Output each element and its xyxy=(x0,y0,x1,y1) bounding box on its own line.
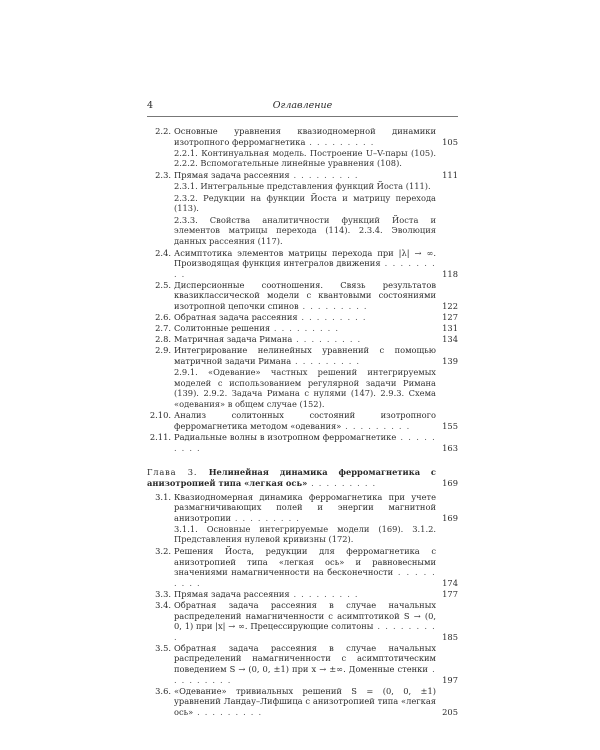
section-title-text: Прямая задача рассеяния xyxy=(174,588,290,599)
section-number: 2.2. xyxy=(155,126,171,136)
page-ref: 105 xyxy=(442,136,458,147)
page-ref: 169 xyxy=(442,512,458,523)
page-header xyxy=(147,100,458,114)
toc-entry xyxy=(147,686,458,718)
section-title-text: Основные уравнения квазиодномерной динамики изотропного ферромагнетика xyxy=(174,126,436,147)
section-number: 2.8. xyxy=(155,334,171,345)
subsection-list: 2.3.3. Свойства аналитичности функций Йоста и элементов матрицы перехода (114). 2.3.4. Эволюция данных рассеяния (117). xyxy=(174,214,436,246)
subsection-list: 2.3.1. Интегральные представления функций Йоста (111). xyxy=(174,180,431,191)
section-title-text: Матричная задача Римана xyxy=(174,334,293,345)
leader-dots: . . . . . . . . . xyxy=(193,706,263,717)
toc-entry xyxy=(147,170,458,181)
toc-entry xyxy=(147,334,458,345)
section-number: 2.5. xyxy=(155,279,171,290)
page-ref: 185 xyxy=(442,631,458,642)
page-ref: 163 xyxy=(442,442,458,453)
chapter-heading xyxy=(147,467,458,488)
section-title-text: Анализ солитонных состояний изотропного ферромагнетика методом «одевания» xyxy=(174,410,436,432)
section-title-text: Асимптотика элементов матрицы перехода при |λ| → ∞. Производящая функция интегралов движения xyxy=(174,247,436,269)
section-title-text: Обратная задача рассеяния в случае начальных распределений намагниченности с асимптотикой S → (0, 0, 1) при |x| → ∞. Прецессирующие солитоны xyxy=(174,599,436,632)
section-title-text: Солитонные решения xyxy=(174,323,271,334)
leader-dots: . . . . . . . . . xyxy=(292,334,362,345)
toc-entry xyxy=(147,546,458,588)
section-title xyxy=(174,600,436,642)
section-number: 2.10. xyxy=(149,410,171,421)
leader-dots: . . . . . . . . . xyxy=(307,477,377,488)
subsection-list: 2.2.1. Континуальная модель. Построение U–V-пары (105). 2.2.2. Вспомогательные линейные уравнения (108). xyxy=(174,147,436,169)
subsection-list: 3.1.1. Основные интегрируемые модели (169). 3.1.2. Представления нулевой кривизны (172). xyxy=(174,523,436,545)
section-title xyxy=(174,126,436,147)
section-number: 3.2. xyxy=(155,545,171,556)
section-title-text: Дисперсионные соотношения. Связь результатов квазиклассической модели с квантовыми состояниями изотропной цепочки спинов xyxy=(174,279,436,311)
page-ref: 111 xyxy=(442,169,458,180)
leader-dots: . . . . . . . . . xyxy=(341,421,411,432)
page-number: 4 xyxy=(147,100,154,111)
subsection-list: 2.9.1. «Одевание» частных решений интегрируемых моделей с использованием регулярной задачи Римана (139). 2.9.2. Задача Римана с нулями (147). 2.9.3. Схема «одевания» в общем случае (152). xyxy=(174,367,436,409)
toc-entry xyxy=(147,643,458,685)
page-ref: 139 xyxy=(442,355,458,366)
section-number: 2.6. xyxy=(155,312,171,323)
toc-entry xyxy=(147,323,458,334)
page-ref: 205 xyxy=(442,706,458,717)
section-title xyxy=(174,345,436,366)
leader-dots: . . . . . . . . . xyxy=(174,258,436,279)
section-title xyxy=(174,280,436,312)
toc-entry xyxy=(147,492,458,524)
chapter-title: Нелинейная динамика ферромагнетика с анизотропией типа «легкая ось» xyxy=(147,467,436,488)
toc-entry xyxy=(147,280,458,312)
section-title-text: Решения Йоста, редукции для ферромагнетика с анизотропией типа «легкая ось» и равновесными значениями намагниченности на бесконечности xyxy=(174,545,436,578)
section-title xyxy=(174,546,436,588)
section-number: 2.11. xyxy=(149,432,171,443)
section-title xyxy=(174,432,436,453)
leader-dots: . . . . . . . . . xyxy=(231,512,301,523)
toc-entry xyxy=(147,432,458,453)
section-title xyxy=(174,170,436,181)
section-title-text: Обратная задача рассеяния xyxy=(174,312,298,323)
leader-dots: . . . . . . . . . xyxy=(289,169,359,180)
toc-entry xyxy=(147,410,458,431)
section-number: 2.7. xyxy=(155,323,171,334)
section-title xyxy=(174,410,436,431)
leader-dots: . . . . . . . . . xyxy=(174,567,437,588)
leader-dots: . . . . . . . . . xyxy=(297,312,367,323)
toc-entry xyxy=(147,312,458,323)
page-ref: 177 xyxy=(442,588,458,599)
toc-entry xyxy=(147,600,458,642)
header-rule xyxy=(147,116,458,117)
page-ref: 127 xyxy=(442,312,458,323)
section-title xyxy=(174,686,436,718)
running-title: Оглавление xyxy=(272,100,333,111)
section-title xyxy=(174,492,436,524)
page-ref: 131 xyxy=(442,323,458,334)
section-number: 3.4. xyxy=(155,599,171,610)
page-ref: 174 xyxy=(442,577,458,588)
section-number: 3.6. xyxy=(155,685,171,696)
section-title-text: «Одевание» тривиальных решений S = (0, 0, ±1) уравнений Ландау–Лифшица с анизотропией типа «легкая ось» xyxy=(174,685,436,717)
section-title-text: Радиальные волны в изотропном ферромагнетике xyxy=(174,432,397,443)
section-number: 2.9. xyxy=(155,345,171,356)
section-title xyxy=(174,312,436,323)
page-ref: 118 xyxy=(442,268,458,279)
section-title-text: Обратная задача рассеяния в случае начальных распределений намагниченности с асимптотическим поведением S → (0, 0, ±1) при x → ±∞. Доменные стенки xyxy=(174,642,436,674)
leader-dots: . . . . . . . . . xyxy=(305,136,375,147)
section-title-text: Интегрирование нелинейных уравнений с помощью матричной задачи Римана xyxy=(174,345,436,366)
page-ref: 155 xyxy=(442,421,458,432)
table-of-contents xyxy=(147,126,458,718)
section-title xyxy=(174,248,436,280)
leader-dots: . . . . . . . . . xyxy=(174,432,436,453)
page-ref: 197 xyxy=(442,674,458,685)
toc-entry xyxy=(147,345,458,366)
chapter-page-ref: 169 xyxy=(442,477,458,488)
section-title xyxy=(174,643,436,685)
leader-dots: . . . . . . . . . xyxy=(291,355,361,366)
section-number: 2.3. xyxy=(155,169,171,180)
section-title xyxy=(174,323,436,334)
chapter-label: Глава 3. xyxy=(147,467,209,478)
section-number: 3.1. xyxy=(155,491,171,502)
leader-dots: . . . . . . . . . xyxy=(298,301,368,311)
section-number: 3.5. xyxy=(155,642,171,653)
section-number: 3.3. xyxy=(155,588,171,599)
section-number: 2.4. xyxy=(155,247,171,258)
page-ref: 122 xyxy=(442,301,458,311)
subsection-list: 2.3.2. Редукции на функции Йоста и матрицу перехода (113). xyxy=(174,192,436,214)
section-title xyxy=(174,589,436,600)
toc-entry xyxy=(147,248,458,280)
toc-entry xyxy=(147,126,458,147)
section-title xyxy=(174,334,436,345)
leader-dots: . . . . . . . . . xyxy=(174,621,436,642)
toc-entry xyxy=(147,589,458,600)
leader-dots: . . . . . . . . . xyxy=(270,323,340,334)
leader-dots: . . . . . . . . . xyxy=(289,588,359,599)
page-ref: 134 xyxy=(442,334,458,345)
section-title-text: Прямая задача рассеяния xyxy=(174,169,290,180)
section-title-text: Квазиодномерная динамика ферромагнетика при учете размагничивающих полей и энергии магнитной анизотропии xyxy=(174,491,436,523)
leader-dots: . . . . . . . . . xyxy=(174,664,436,685)
